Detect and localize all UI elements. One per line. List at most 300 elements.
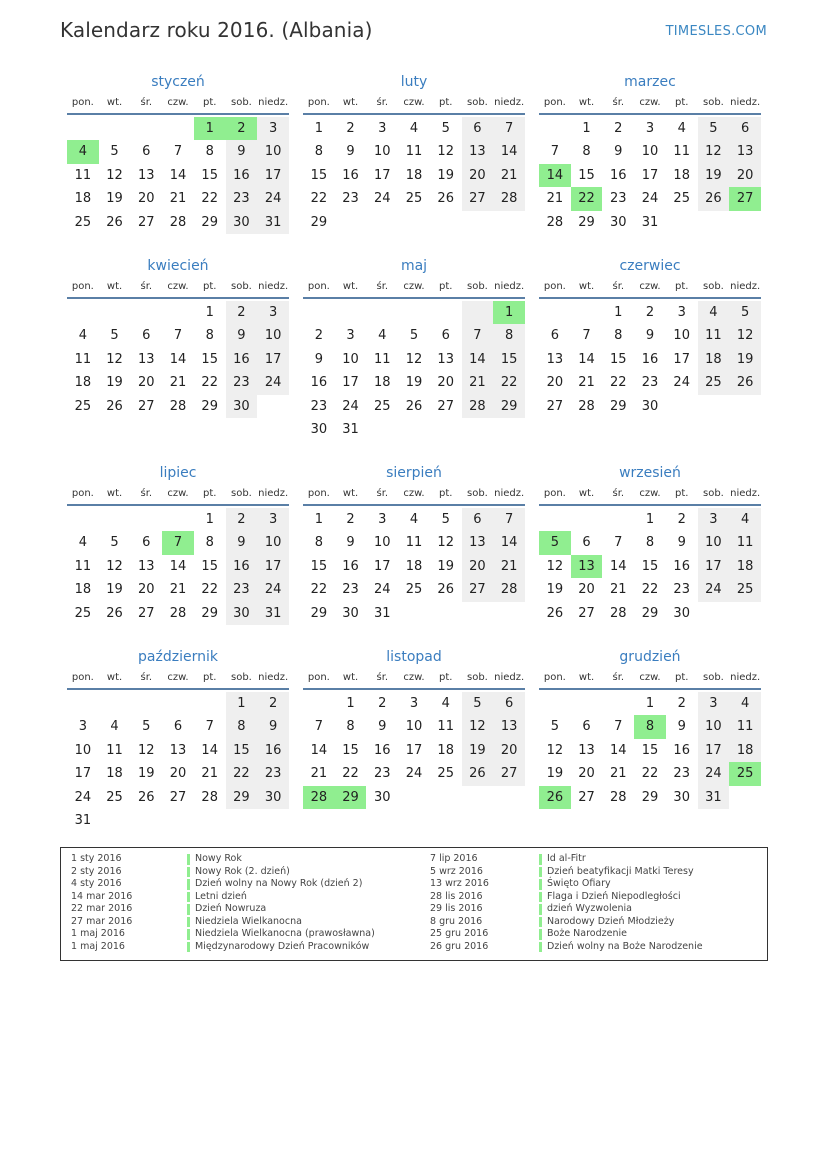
day-cell: 7 (314, 719, 323, 735)
day-cell: 20 (138, 191, 155, 207)
weekday-label: niedz. (494, 672, 525, 683)
day-cell: 25 (437, 766, 454, 782)
day-cell: 1 (645, 696, 655, 711)
legend-holiday-name: Flaga i Dzień Niepodległości (547, 890, 681, 902)
weekday-label: niedz. (258, 488, 289, 499)
day-cell: 4 (698, 301, 730, 324)
legend-date: 1 sty 2016 (71, 853, 122, 864)
weekday-header (539, 95, 761, 115)
weekday-label: pon. (307, 281, 330, 292)
day-cell: 23 (673, 766, 690, 782)
day-cell: 3 (257, 117, 289, 140)
weekday-label: niedz. (258, 672, 289, 683)
day-cell: 19 (437, 558, 454, 574)
day-grid (539, 117, 761, 234)
day-cell: 21 (201, 766, 218, 782)
day-cell: 14 (169, 167, 187, 183)
day-cell: 19 (462, 739, 494, 762)
day-cell: 17 (374, 558, 391, 574)
day-cell: 17 (257, 555, 289, 578)
day-cell: 30 (226, 602, 258, 625)
day-cell: 7 (205, 719, 214, 735)
empty-cell (130, 692, 162, 715)
weekday-label: niedz. (730, 672, 761, 683)
weekday-header (67, 486, 289, 506)
legend-date: 14 mar 2016 (71, 890, 133, 902)
day-cell: 30 (374, 789, 391, 805)
legend-date: 29 lis 2016 (430, 903, 483, 914)
day-cell: 7 (493, 117, 525, 140)
day-cell: 8 (314, 535, 323, 551)
day-cell: 13 (138, 167, 155, 183)
day-cell: 12 (546, 558, 564, 574)
day-cell: 18 (698, 348, 730, 371)
month-name: listopad (386, 649, 442, 665)
day-cell: 18 (729, 555, 761, 578)
day-cell: 25 (673, 191, 690, 207)
day-cell: 16 (641, 351, 659, 367)
empty-cell (162, 508, 194, 531)
day-cell: 13 (546, 351, 564, 367)
day-cell: 8 (226, 715, 258, 738)
weekday-label: sob. (230, 488, 252, 499)
weekday-label: czw. (639, 281, 661, 292)
month-name: sierpień (386, 465, 442, 481)
legend-date: 13 wrz 2016 (430, 878, 489, 889)
day-cell: 22 (342, 766, 359, 782)
weekday-label: pt. (674, 672, 689, 683)
day-cell: 16 (257, 739, 289, 762)
day-cell: 2 (346, 512, 355, 527)
day-cell: 12 (729, 324, 761, 347)
day-cell: 12 (546, 742, 564, 758)
day-cell: 22 (201, 191, 218, 207)
day-cell: 15 (201, 351, 218, 367)
holiday-day: 28 (303, 786, 335, 809)
site-link[interactable]: TIMESLES.COM (665, 24, 767, 39)
day-cell: 2 (314, 328, 323, 344)
weekday-label: sob. (702, 97, 724, 108)
weekday-label: czw. (639, 672, 661, 683)
day-cell: 27 (462, 187, 494, 210)
day-cell: 26 (462, 762, 494, 785)
legend-color-marker (187, 942, 190, 953)
day-cell: 4 (441, 696, 450, 711)
day-cell: 4 (378, 328, 387, 344)
day-grid (67, 301, 289, 418)
day-cell: 15 (493, 348, 525, 371)
day-grid (303, 301, 525, 441)
weekday-label: sob. (230, 281, 252, 292)
day-cell: 14 (462, 348, 494, 371)
day-cell: 3 (645, 121, 655, 136)
day-cell: 11 (74, 558, 92, 574)
day-cell: 18 (74, 375, 92, 391)
holiday-day: 5 (539, 531, 571, 554)
day-cell: 22 (610, 375, 627, 391)
month-calendar (303, 647, 525, 809)
holiday-day: 14 (539, 164, 571, 187)
day-cell: 11 (698, 324, 730, 347)
day-cell: 15 (310, 167, 328, 183)
month-name: styczeń (151, 74, 205, 90)
weekday-label: śr. (376, 281, 389, 292)
empty-cell (602, 508, 634, 531)
day-grid (539, 301, 761, 418)
empty-cell (539, 117, 571, 140)
holiday-day: 25 (729, 762, 761, 785)
day-cell: 5 (729, 301, 761, 324)
day-cell: 7 (582, 328, 591, 344)
day-cell: 17 (257, 164, 289, 187)
empty-cell (162, 301, 194, 324)
day-cell: 17 (257, 348, 289, 371)
day-grid (67, 508, 289, 625)
day-cell: 25 (74, 605, 92, 621)
day-grid (303, 692, 525, 809)
weekday-label: pt. (438, 97, 453, 108)
day-cell: 3 (378, 121, 387, 136)
day-cell: 9 (226, 140, 258, 163)
empty-cell (539, 301, 571, 324)
legend-holiday-name: dzień Wyzwolenia (547, 903, 632, 914)
day-cell: 27 (138, 214, 155, 230)
holiday-day: 27 (729, 187, 761, 210)
day-cell: 9 (314, 351, 323, 367)
day-cell: 13 (138, 558, 155, 574)
day-cell: 25 (405, 582, 423, 598)
day-cell: 26 (106, 398, 123, 414)
day-cell: 8 (582, 144, 591, 160)
day-cell: 31 (342, 421, 359, 437)
legend-holiday-name: Niedziela Wielkanocna (195, 915, 302, 927)
weekday-label: śr. (612, 488, 625, 499)
empty-cell (130, 117, 162, 140)
legend-color-marker (187, 929, 190, 940)
day-cell: 18 (405, 167, 423, 183)
holiday-day: 26 (539, 786, 571, 809)
day-cell: 6 (582, 535, 591, 551)
weekday-header (67, 95, 289, 115)
weekday-label: wt. (106, 488, 123, 499)
day-cell: 6 (493, 692, 525, 715)
day-cell: 6 (462, 508, 494, 531)
day-cell: 30 (226, 211, 258, 234)
day-cell: 14 (493, 140, 525, 163)
weekday-label: sob. (702, 672, 724, 683)
day-cell: 21 (546, 191, 564, 207)
day-cell: 24 (405, 766, 423, 782)
legend-date: 27 mar 2016 (71, 915, 133, 927)
day-cell: 4 (409, 121, 419, 136)
weekday-header (303, 670, 525, 690)
legend-date: 26 gru 2016 (430, 940, 489, 952)
day-cell: 18 (729, 739, 761, 762)
weekday-label: pt. (202, 488, 217, 499)
legend-holiday-name: Nowy Rok (2. dzień) (195, 865, 290, 877)
day-cell: 7 (493, 508, 525, 531)
day-cell: 14 (610, 742, 627, 758)
day-cell: 6 (173, 719, 183, 735)
day-cell: 16 (673, 558, 690, 574)
weekday-label: niedz. (730, 97, 761, 108)
weekday-label: pt. (674, 97, 689, 108)
day-grid (67, 692, 289, 832)
weekday-header (303, 279, 525, 299)
day-cell: 27 (169, 789, 187, 805)
legend-date: 28 lis 2016 (430, 890, 483, 902)
holiday-day: 29 (335, 786, 367, 809)
weekday-label: czw. (639, 488, 661, 499)
weekday-label: czw. (639, 97, 661, 108)
day-cell: 29 (310, 605, 328, 621)
day-cell: 11 (74, 351, 92, 367)
day-cell: 25 (74, 214, 92, 230)
weekday-label: śr. (612, 97, 625, 108)
legend-date: 5 wrz 2016 (430, 865, 483, 877)
day-grid (303, 117, 525, 234)
month-name: luty (400, 74, 428, 90)
month-calendar (67, 463, 289, 625)
holiday-day: 8 (634, 715, 666, 738)
month-name: lipiec (159, 465, 197, 481)
legend-holiday-name: Dzień Nowruza (195, 903, 267, 914)
day-cell: 22 (310, 191, 328, 207)
holiday-day: 1 (493, 301, 525, 324)
day-cell: 5 (142, 719, 151, 735)
weekday-label: wt. (342, 281, 359, 292)
day-cell: 28 (610, 789, 627, 805)
weekday-label: pon. (543, 97, 566, 108)
day-cell: 22 (201, 582, 218, 598)
weekday-label: czw. (403, 488, 425, 499)
weekday-label: śr. (612, 672, 625, 683)
day-cell: 23 (342, 582, 359, 598)
legend-date: 2 sty 2016 (71, 865, 122, 877)
legend-color-marker (539, 892, 542, 903)
day-cell: 1 (205, 512, 214, 527)
day-cell: 6 (550, 328, 559, 344)
holiday-day: 7 (162, 531, 194, 554)
day-cell: 28 (493, 187, 525, 210)
day-cell: 23 (257, 762, 289, 785)
day-cell: 18 (374, 375, 391, 391)
weekday-label: śr. (140, 488, 153, 499)
day-cell: 3 (698, 508, 730, 531)
weekday-label: pon. (307, 97, 330, 108)
day-cell: 26 (437, 582, 454, 598)
legend-color-marker (539, 854, 542, 865)
day-cell: 2 (378, 696, 387, 711)
weekday-label: śr. (612, 281, 625, 292)
day-cell: 31 (641, 214, 659, 230)
day-cell: 26 (138, 789, 155, 805)
day-cell: 9 (226, 531, 258, 554)
empty-cell (67, 508, 99, 531)
day-cell: 10 (698, 531, 730, 554)
weekday-label: pon. (71, 672, 94, 683)
day-cell: 27 (462, 578, 494, 601)
weekday-label: wt. (106, 97, 123, 108)
day-cell: 19 (106, 375, 123, 391)
legend-color-marker (539, 929, 542, 940)
day-cell: 6 (729, 117, 761, 140)
day-cell: 1 (314, 121, 323, 136)
day-cell: 12 (106, 167, 123, 183)
day-cell: 11 (729, 531, 761, 554)
legend-holiday-name: Międzynarodowy Dzień Pracowników (195, 940, 370, 952)
day-cell: 18 (437, 742, 454, 758)
day-cell: 16 (342, 558, 359, 574)
day-cell: 12 (138, 742, 155, 758)
day-cell: 21 (169, 191, 187, 207)
empty-cell (162, 117, 194, 140)
day-cell: 10 (342, 351, 359, 367)
legend-date: 8 gru 2016 (430, 915, 483, 927)
weekday-label: niedz. (258, 281, 289, 292)
day-cell: 11 (729, 715, 761, 738)
weekday-label: czw. (167, 97, 189, 108)
day-cell: 11 (74, 167, 92, 183)
legend-color-marker (539, 867, 542, 878)
weekday-label: pt. (438, 488, 453, 499)
month-name: kwiecień (147, 258, 209, 274)
weekday-label: wt. (106, 281, 123, 292)
day-cell: 10 (74, 742, 92, 758)
day-cell: 26 (546, 605, 564, 621)
day-cell: 6 (582, 719, 591, 735)
day-cell: 28 (462, 395, 494, 418)
day-cell: 12 (437, 144, 454, 160)
weekday-label: śr. (140, 97, 153, 108)
day-cell: 5 (441, 512, 450, 527)
day-cell: 20 (578, 766, 595, 782)
day-cell: 28 (169, 398, 187, 414)
holiday-day: 1 (194, 117, 226, 140)
month-name: maj (400, 258, 428, 274)
legend-holiday-name: Id al-Fitr (547, 853, 586, 864)
day-cell: 20 (138, 375, 155, 391)
day-cell: 1 (582, 121, 591, 136)
day-cell: 3 (409, 696, 419, 711)
day-cell: 23 (342, 191, 359, 207)
day-cell: 25 (698, 371, 730, 394)
day-cell: 3 (257, 508, 289, 531)
day-cell: 25 (405, 191, 423, 207)
legend-date: 1 maj 2016 (71, 928, 125, 939)
day-cell: 29 (201, 398, 218, 414)
weekday-label: wt. (342, 97, 359, 108)
day-cell: 15 (641, 558, 659, 574)
month-calendar (67, 647, 289, 832)
weekday-label: niedz. (730, 488, 761, 499)
day-cell: 7 (614, 719, 623, 735)
day-cell: 20 (578, 582, 595, 598)
day-cell: 20 (138, 582, 155, 598)
day-cell: 6 (142, 535, 151, 551)
month-calendar (67, 72, 289, 234)
day-cell: 3 (698, 692, 730, 715)
day-cell: 10 (257, 324, 289, 347)
day-cell: 23 (226, 578, 258, 601)
legend-color-marker (187, 917, 190, 928)
day-cell: 10 (257, 531, 289, 554)
legend-holiday-name: Narodowy Dzień Młodzieży (547, 915, 675, 927)
month-calendar (303, 463, 525, 625)
empty-cell (430, 301, 462, 324)
weekday-label: pon. (71, 488, 94, 499)
weekday-label: sob. (466, 281, 488, 292)
empty-cell (130, 301, 162, 324)
day-cell: 15 (578, 167, 595, 183)
day-cell: 15 (201, 558, 218, 574)
weekday-label: sob. (466, 97, 488, 108)
weekday-header (67, 279, 289, 299)
day-cell: 26 (106, 214, 123, 230)
day-cell: 7 (614, 535, 623, 551)
empty-cell (571, 692, 603, 715)
day-cell: 29 (226, 786, 258, 809)
page-title: Kalendarz roku 2016. (Albania) (60, 18, 373, 42)
empty-cell (130, 508, 162, 531)
day-cell: 24 (342, 398, 359, 414)
empty-cell (303, 301, 335, 324)
day-cell: 11 (673, 144, 690, 160)
day-cell: 19 (106, 582, 123, 598)
day-cell: 16 (226, 164, 258, 187)
empty-cell (303, 692, 335, 715)
day-cell: 23 (374, 766, 391, 782)
day-cell: 4 (729, 692, 761, 715)
day-cell: 16 (342, 167, 359, 183)
day-cell: 8 (314, 144, 323, 160)
day-cell: 24 (698, 578, 730, 601)
empty-cell (602, 692, 634, 715)
weekday-label: czw. (403, 97, 425, 108)
weekday-label: niedz. (494, 97, 525, 108)
empty-cell (335, 301, 367, 324)
day-cell: 5 (110, 535, 119, 551)
day-cell: 2 (257, 692, 289, 715)
day-cell: 19 (106, 191, 123, 207)
weekday-label: pon. (71, 281, 94, 292)
day-cell: 19 (698, 164, 730, 187)
day-cell: 14 (578, 351, 595, 367)
day-cell: 22 (310, 582, 328, 598)
weekday-label: sob. (230, 97, 252, 108)
day-cell: 27 (578, 789, 595, 805)
legend-holiday-name: Letni dzień (195, 890, 247, 902)
weekday-label: wt. (342, 488, 359, 499)
day-cell: 12 (698, 140, 730, 163)
day-cell: 28 (546, 214, 564, 230)
day-cell: 24 (698, 762, 730, 785)
day-cell: 15 (201, 167, 218, 183)
day-cell: 29 (201, 214, 218, 230)
day-cell: 19 (437, 167, 454, 183)
weekday-label: czw. (403, 281, 425, 292)
day-cell: 10 (698, 715, 730, 738)
day-cell: 30 (257, 786, 289, 809)
weekday-label: śr. (376, 97, 389, 108)
legend-holiday-name: Boże Narodzenie (547, 928, 627, 939)
day-cell: 16 (374, 742, 391, 758)
day-cell: 7 (173, 328, 183, 344)
legend-holiday-name: Dzień wolny na Boże Narodzenie (547, 940, 703, 952)
day-cell: 5 (110, 328, 119, 344)
day-cell: 26 (729, 371, 761, 394)
weekday-label: pon. (543, 488, 566, 499)
